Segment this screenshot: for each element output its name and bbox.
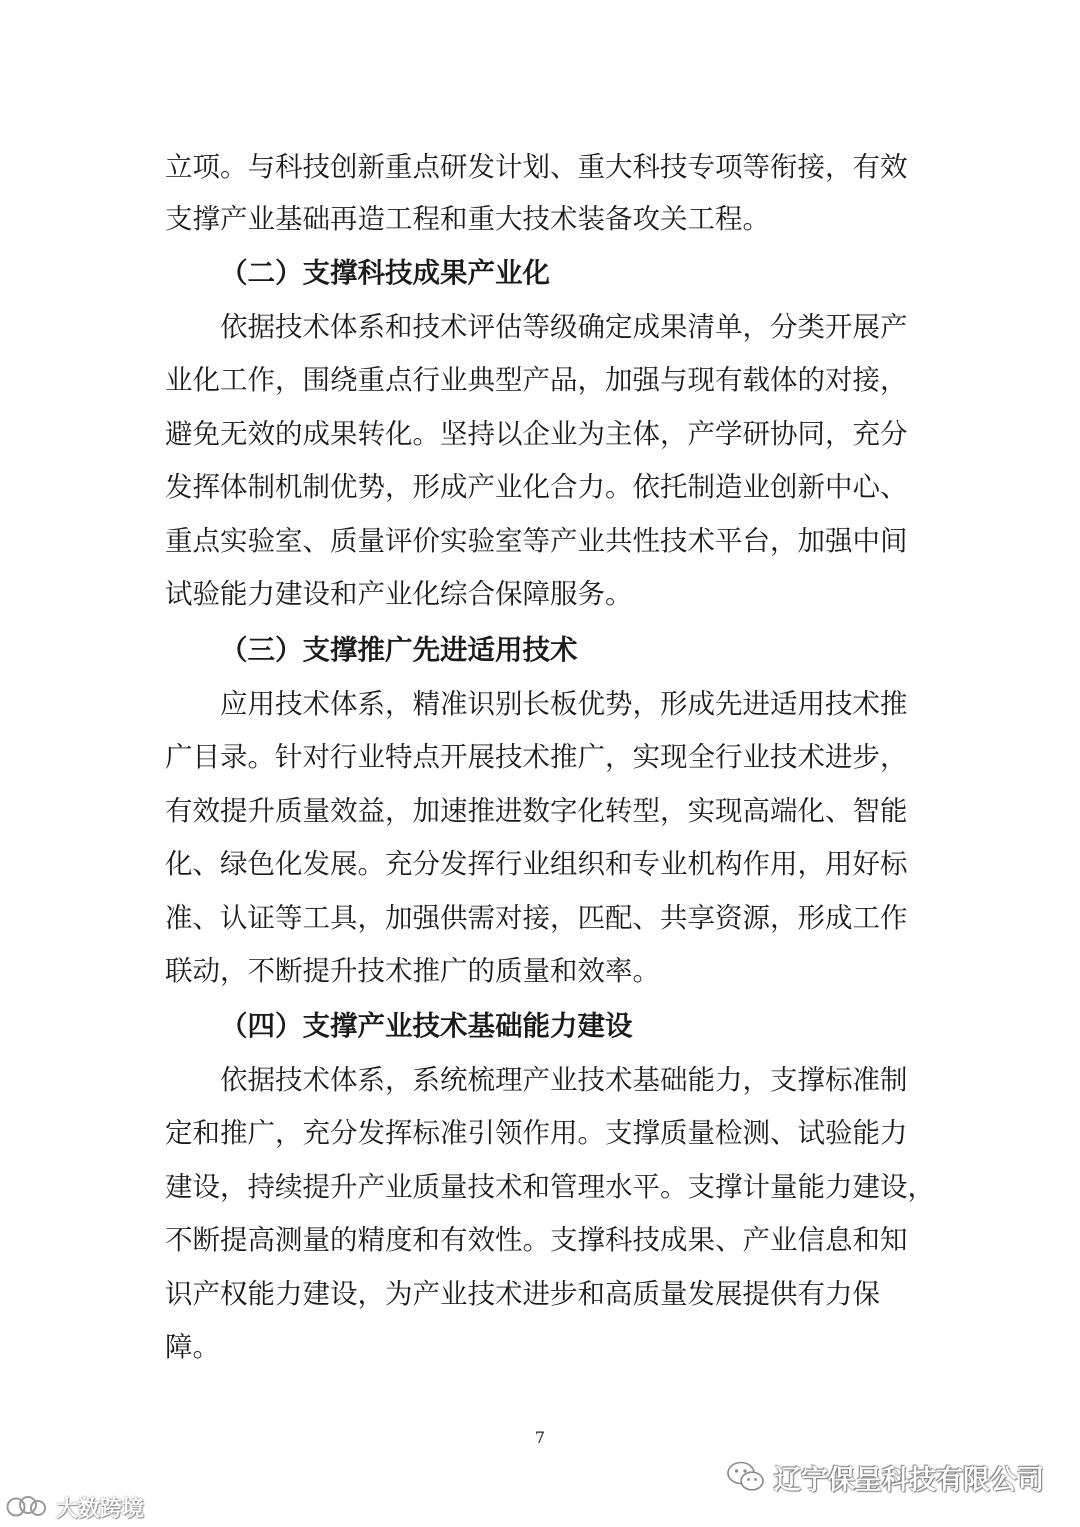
paragraph-line: 准、认证等工具，加强供需对接，匹配、共享资源，形成工作 (165, 902, 908, 934)
cloud-logo-icon (4, 1494, 50, 1520)
paragraph-line: 重点实验室、质量评价实验室等产业共性技术平台，加强中间 (165, 525, 908, 557)
account-name: 辽宁保呈科技有限公司 (774, 1464, 1044, 1496)
page-number: 7 (534, 1428, 546, 1447)
paragraph-line: 应用技术体系，精准识别长板优势，形成先进适用技术推 (220, 688, 908, 720)
paragraph-line: 建设，持续提升产业质量技术和管理水平。支撑计量能力建设， (165, 1171, 935, 1203)
section-heading: （四）支撑产业技术基础能力建设 (220, 1010, 633, 1042)
paragraph-line: 支撑产业基础再造工程和重大技术装备攻关工程。 (165, 203, 770, 235)
paragraph-line: 识产权能力建设，为产业技术进步和高质量发展提供有力保 (165, 1278, 880, 1310)
wechat-account-watermark (726, 1455, 1044, 1499)
paragraph-line: 联动，不断提升技术推广的质量和效率。 (165, 955, 660, 987)
paragraph-line: 发挥体制机制优势，形成产业化合力。依托制造业创新中心、 (165, 471, 908, 503)
paragraph-line: 不断提高测量的精度和有效性。支撑科技成果、产业信息和知 (165, 1224, 908, 1256)
paragraph-line: 依据技术体系，系统梳理产业技术基础能力，支撑标准制 (220, 1064, 908, 1096)
paragraph-line: 试验能力建设和产业化综合保障服务。 (165, 578, 633, 610)
paragraph-line: 避免无效的成果转化。坚持以企业为主体，产学研协同，充分 (165, 418, 908, 450)
paragraph-line: 定和推广，充分发挥标准引领作用。支撑质量检测、试验能力 (165, 1117, 908, 1149)
paragraph-line: 立项。与科技创新重点研发计划、重大科技专项等衔接，有效 (165, 151, 908, 183)
section-heading: （二）支撑科技成果产业化 (220, 257, 550, 289)
paragraph-line: 依据技术体系和技术评估等级确定成果清单，分类开展产 (220, 311, 908, 343)
paragraph-line: 化、绿色化发展。充分发挥行业组织和专业机构作用，用好标 (165, 848, 908, 880)
paragraph-line: 业化工作，围绕重点行业典型产品，加强与现有载体的对接， (165, 364, 908, 396)
site-name: 大数跨境 (56, 1496, 145, 1522)
site-watermark (4, 1490, 144, 1524)
paragraph-line: 有效提升质量效益，加速推进数字化转型，实现高端化、智能 (165, 795, 908, 827)
section-heading: （三）支撑推广先进适用技术 (220, 634, 578, 666)
paragraph-line: 障。 (165, 1331, 220, 1363)
paragraph-line: 广目录。针对行业特点开展技术推广，实现全行业技术进步， (165, 741, 908, 773)
wechat-icon (726, 1460, 766, 1494)
